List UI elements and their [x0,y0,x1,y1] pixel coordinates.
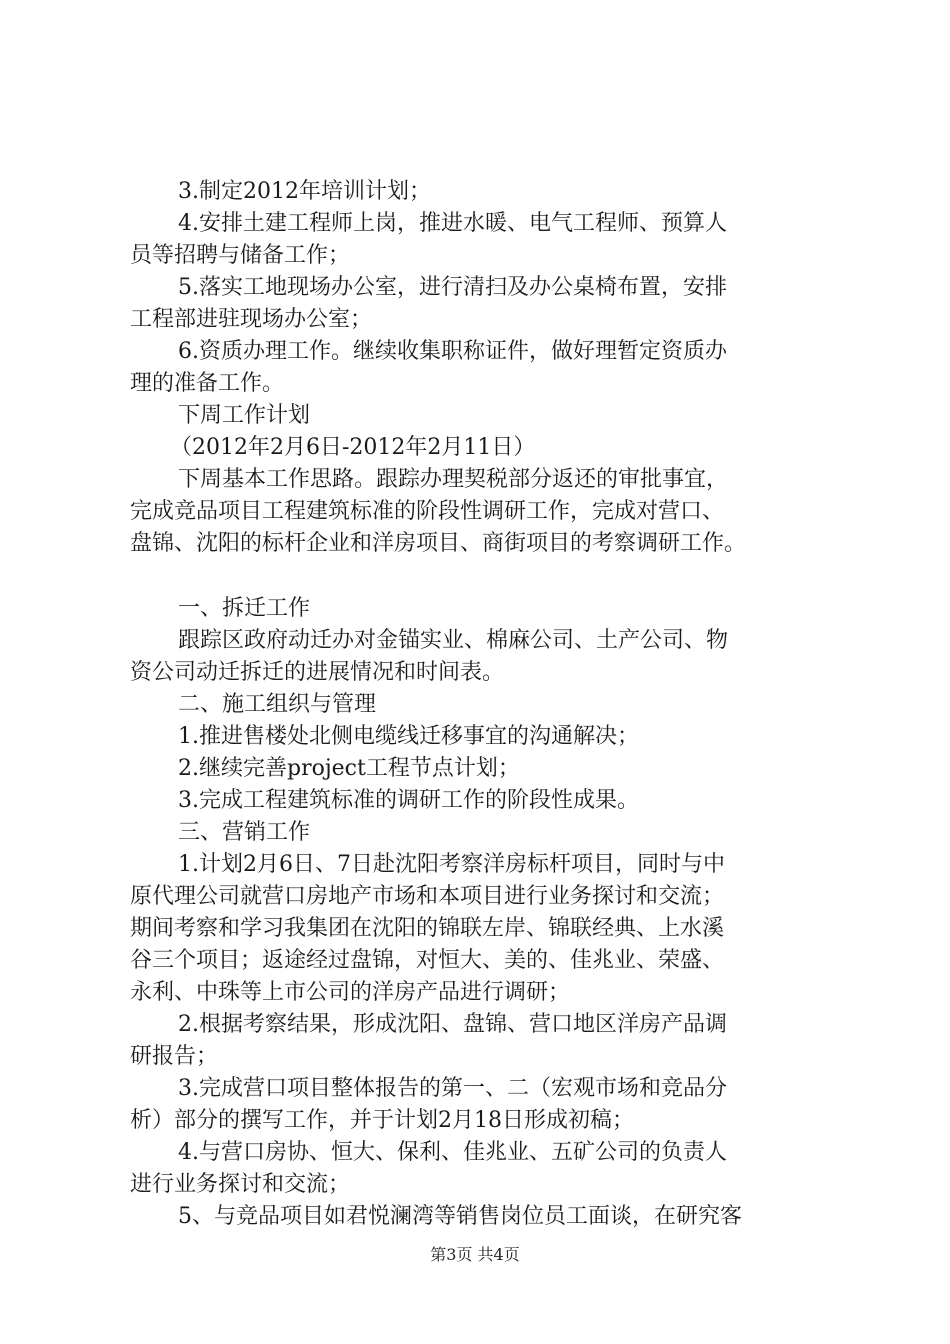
text-line: 进行业务探讨和交流； [130,1172,351,1197]
date-range: （2012年2月6日-2012年2月11日） [170,435,536,460]
text-line: 5、与竞品项目如君悦澜湾等销售岗位员工面谈，在研究客 [178,1204,742,1229]
blank-line [130,560,830,593]
document-body [130,176,830,1233]
text-line: 盘锦、沈阳的标杆企业和洋房项目、商街项目的考察调研工作。 [130,531,747,556]
text-line: 3.制定2012年培训计划； [178,179,431,204]
text-line: 工程部进驻现场办公室； [130,307,373,332]
text-line: 1.计划2月6日、7日赴沈阳考察洋房标杆项目，同时与中 [178,852,725,877]
section-heading: 下周工作计划 [178,403,311,428]
text-line: 资公司动迁拆迁的进展情况和时间表。 [130,660,505,685]
text-line: 永利、中珠等上市公司的洋房产品进行调研； [130,980,571,1005]
text-line: 下周基本工作思路。跟踪办理契税部分返还的审批事宜， [178,467,729,492]
section-heading: 三、营销工作 [178,820,311,845]
text-line: 3.完成营口项目整体报告的第一、二（宏观市场和竞品分 [178,1076,727,1101]
text-line: 1.推进售楼处北侧电缆线迁移事宜的沟通解决； [178,724,639,749]
text-line: 期间考察和学习我集团在沈阳的锦联左岸、锦联经典、上水溪 [130,916,725,941]
section-heading: 二、施工组织与管理 [178,692,377,717]
text-line: 谷三个项目；返途经过盘锦，对恒大、美的、佳兆业、荣盛、 [130,948,725,973]
text-line: 理的准备工作。 [130,371,285,396]
text-line: 2.继续完善project工程节点计划； [178,756,520,781]
page-number-footer: 第3页 共4页 [430,1245,520,1264]
text-line: 5.落实工地现场办公室，进行清扫及办公桌椅布置，安排 [178,275,727,300]
text-line: 完成竞品项目工程建筑标准的阶段性调研工作，完成对营口、 [130,499,725,524]
text-line: 3.完成工程建筑标准的调研工作的阶段性成果。 [178,788,639,813]
text-line: 2.根据考察结果，形成沈阳、盘锦、营口地区洋房产品调 [178,1012,727,1037]
text-line: 4.与营口房协、恒大、保利、佳兆业、五矿公司的负责人 [178,1140,727,1165]
text-line: 4.安排土建工程师上岗，推进水暖、电气工程师、预算人 [178,211,727,236]
text-line: 原代理公司就营口房地产市场和本项目进行业务探讨和交流； [130,884,725,909]
text-line: 6.资质办理工作。继续收集职称证件，做好理暂定资质办 [178,339,727,364]
text-line: 研报告； [130,1044,219,1069]
text-line: 员等招聘与储备工作； [130,243,351,268]
text-line: 析）部分的撰写工作，并于计划2月18日形成初稿； [130,1108,634,1133]
section-heading: 一、拆迁工作 [178,596,311,621]
text-line: 跟踪区政府动迁办对金锚实业、棉麻公司、土产公司、物 [178,628,729,653]
